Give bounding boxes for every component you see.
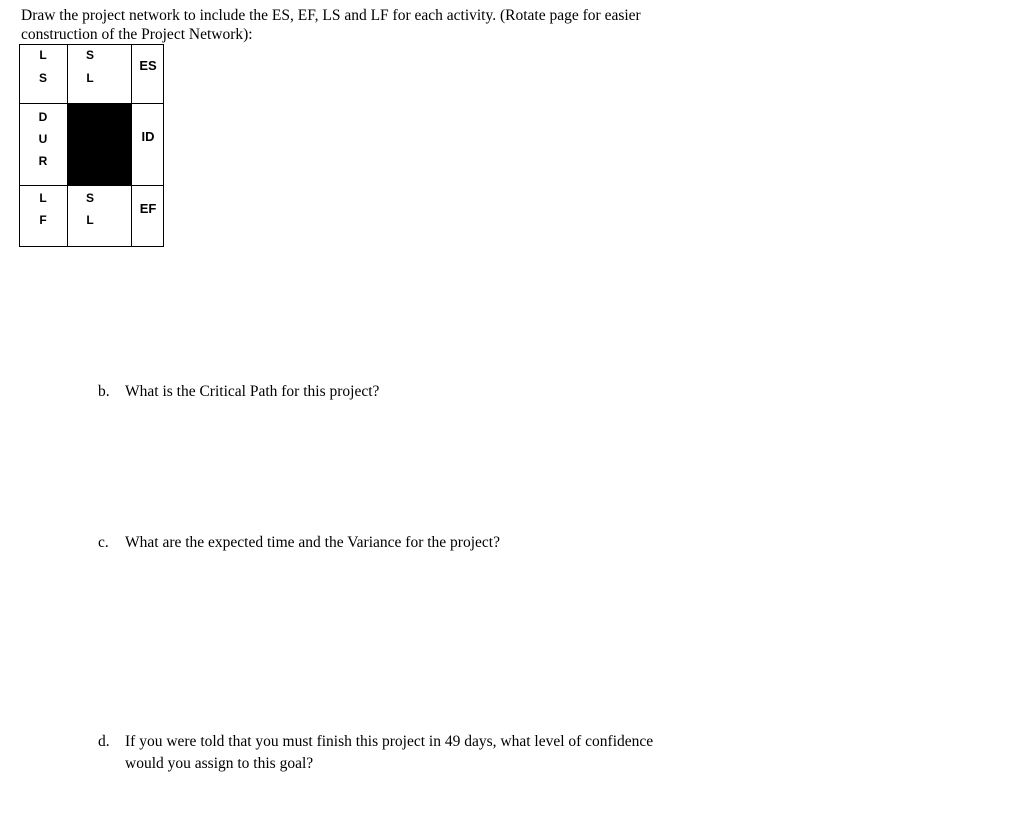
instructions-line-1: Draw the project network to include the ES, EF, LS and LF for each activity. (Rotate page for easier: [21, 7, 641, 24]
label-dur-u: U: [38, 132, 48, 146]
label-ef: EF: [139, 201, 157, 216]
label-lf-f: F: [39, 213, 47, 227]
label-dur-r: R: [38, 154, 48, 168]
question-c-letter: c.: [98, 534, 109, 551]
node-divider-h2: [19, 185, 164, 186]
instructions: [21, 6, 721, 44]
question-b-text: What is the Critical Path for this project?: [125, 383, 380, 400]
label-es: ES: [139, 58, 157, 73]
label-dur-d: D: [38, 110, 48, 124]
question-d-text-line-1: If you were told that you must finish this project in 49 days, what level of confidence: [125, 733, 654, 750]
node-divider-v2: [131, 44, 132, 247]
label-ls-l: L: [39, 48, 47, 62]
question-b-letter: b.: [98, 383, 110, 400]
label-sl-top-s: S: [85, 48, 94, 62]
label-sl-bottom-l: L: [86, 213, 94, 227]
question-d-text-line-2: would you assign to this goal?: [125, 755, 314, 772]
label-sl-bottom-s: S: [85, 191, 94, 205]
label-id: ID: [141, 129, 155, 144]
question-c-text: What are the expected time and the Variance for the project?: [125, 534, 500, 551]
instructions-line-2: construction of the Project Network):: [21, 26, 253, 43]
label-sl-top-l: L: [86, 71, 94, 85]
node-filled-cell: [68, 104, 131, 185]
question-d-letter: d.: [98, 733, 110, 750]
label-lf-l: L: [39, 191, 47, 205]
node-legend-box: [19, 44, 165, 248]
label-ls-s: S: [38, 71, 47, 85]
